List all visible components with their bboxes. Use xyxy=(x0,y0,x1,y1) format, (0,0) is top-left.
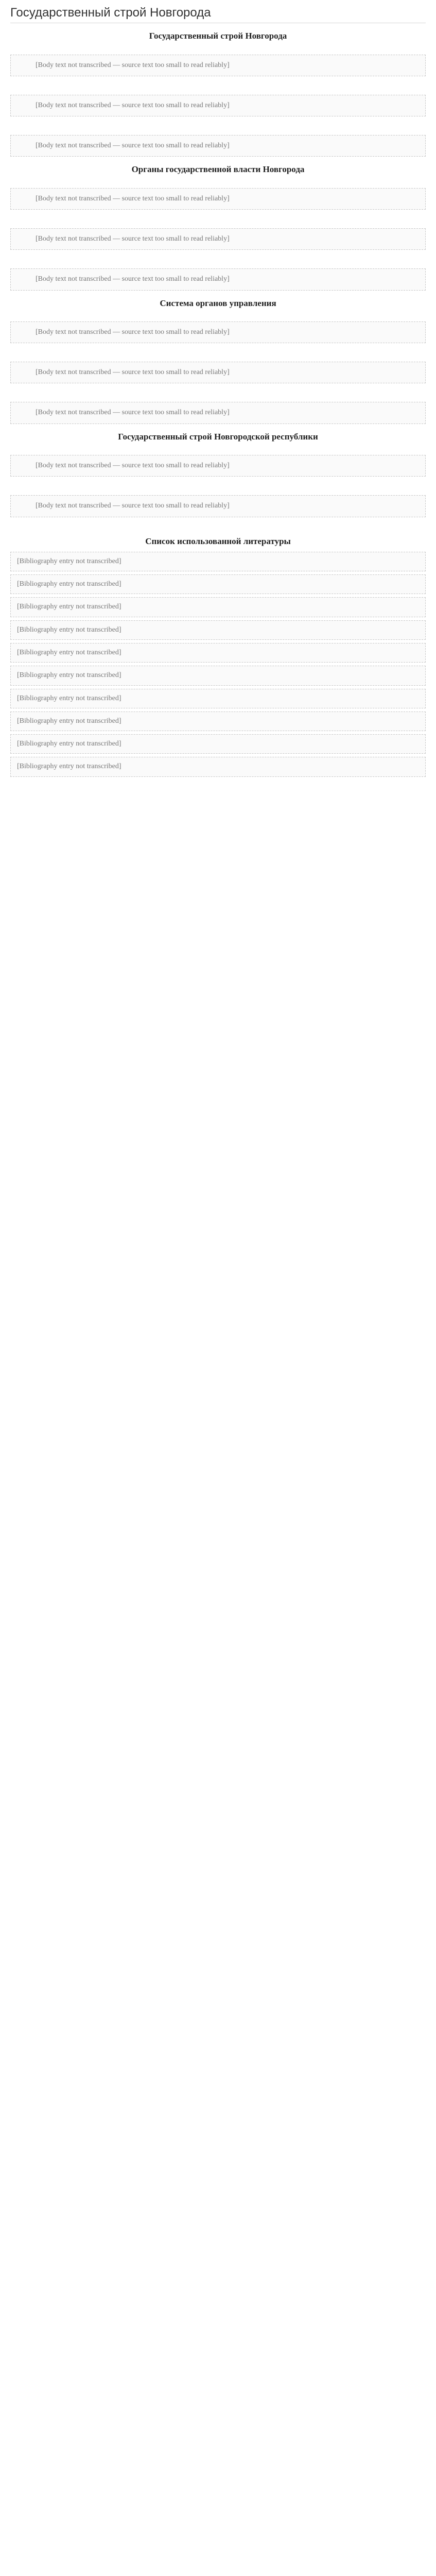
section-heading: Органы государственной власти Новгорода xyxy=(131,164,305,175)
bibliography-section xyxy=(10,536,426,777)
bibliography-item: [Bibliography entry not transcribed] xyxy=(10,711,426,731)
section-body xyxy=(10,314,426,431)
bibliography-item: [Bibliography entry not transcribed] xyxy=(10,552,426,571)
section-body xyxy=(10,47,426,164)
section-heading: Система органов управления xyxy=(160,298,276,308)
bibliography-item: [Bibliography entry not transcribed] xyxy=(10,734,426,754)
article-section xyxy=(10,298,426,431)
body-paragraph: [Body text not transcribed — source text too small to read reliably] xyxy=(10,188,426,210)
bibliography-item: [Bibliography entry not transcribed] xyxy=(10,643,426,663)
section-heading: Государственный строй Новгородской республики xyxy=(118,431,318,442)
body-paragraph: [Body text not transcribed — source text too small to read reliably] xyxy=(10,228,426,250)
bibliography-item: [Bibliography entry not transcribed] xyxy=(10,757,426,776)
body-paragraph: [Body text not transcribed — source text too small to read reliably] xyxy=(10,268,426,290)
body-paragraph: [Body text not transcribed — source text too small to read reliably] xyxy=(10,362,426,383)
section-body xyxy=(10,181,426,298)
bibliography-item: [Bibliography entry not transcribed] xyxy=(10,574,426,594)
article-section xyxy=(10,431,426,524)
body-paragraph: [Body text not transcribed — source text too small to read reliably] xyxy=(10,495,426,517)
body-paragraph: [Body text not transcribed — source text too small to read reliably] xyxy=(10,321,426,343)
bibliography-item: [Bibliography entry not transcribed] xyxy=(10,666,426,685)
body-paragraph: [Body text not transcribed — source text too small to read reliably] xyxy=(10,455,426,477)
bibliography-item: [Bibliography entry not transcribed] xyxy=(10,597,426,617)
section-heading: Государственный строй Новгорода xyxy=(149,31,287,41)
bibliography-list xyxy=(10,552,426,777)
page-title: Государственный строй Новгорода xyxy=(10,6,211,20)
body-paragraph: [Body text not transcribed — source text too small to read reliably] xyxy=(10,402,426,423)
bibliography-item: [Bibliography entry not transcribed] xyxy=(10,620,426,640)
body-paragraph: [Body text not transcribed — source text too small to read reliably] xyxy=(10,95,426,116)
article-section xyxy=(10,30,426,164)
bibliography-heading: Список использованной литературы xyxy=(145,536,291,546)
body-paragraph: [Body text not transcribed — source text too small to read reliably] xyxy=(10,55,426,76)
section-body xyxy=(10,448,426,524)
body-paragraph: [Body text not transcribed — source text too small to read reliably] xyxy=(10,135,426,157)
bibliography-item: [Bibliography entry not transcribed] xyxy=(10,689,426,708)
article-content xyxy=(10,30,426,524)
page-spacer xyxy=(10,780,426,781)
article-section xyxy=(10,164,426,297)
